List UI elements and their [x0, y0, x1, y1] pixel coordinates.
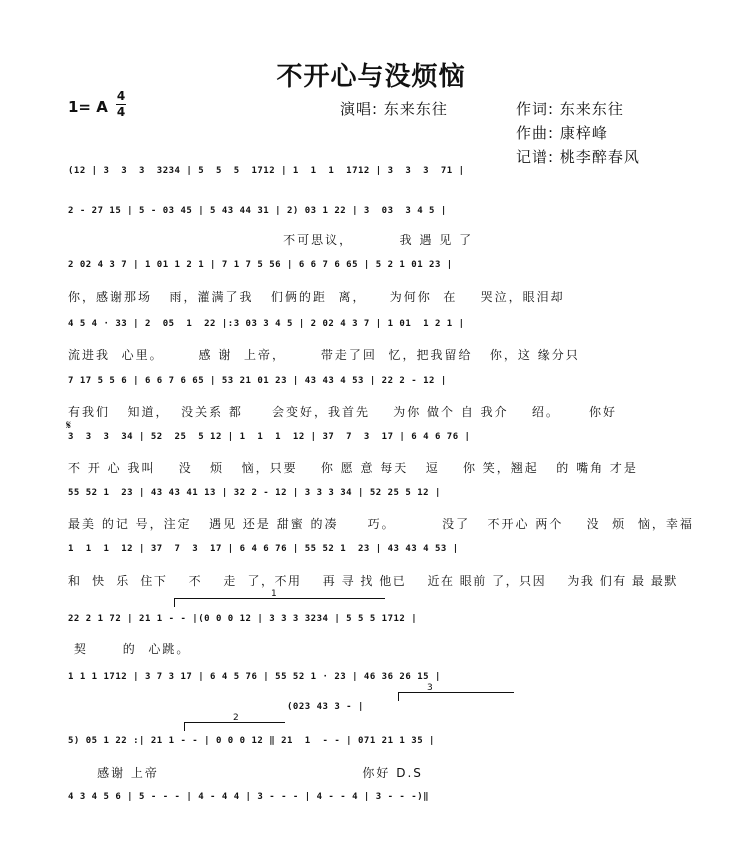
song-title: 不开心与没烦恼 [276, 62, 466, 92]
time-sig-denominator: 4 [116, 105, 126, 119]
lyrics-row [68, 188, 704, 206]
singer-credit: 演唱: 东来东往 [340, 100, 448, 118]
notation-row: (023 43 3 - | [68, 702, 364, 712]
lyrics-row: 契 的 心跳。 [68, 642, 191, 656]
score-page [38, 38, 704, 828]
notation-row: 2 - 27 15 | 5 - 03 45 | 5 43 44 31 | 2) 03 1 22 | 3 03 3 4 5 | [68, 206, 447, 216]
lyricist-credit: 作词: 东来东往 [516, 100, 624, 118]
volta-label: 1 [271, 589, 277, 599]
composer-credit: 作曲: 康梓峰 [516, 124, 608, 142]
time-sig-numerator: 4 [116, 89, 126, 103]
notation-row: 1 1 1 1712 | 3 7 3 17 | 6 4 5 76 | 55 52 1 · 23 | 46 36 26 15 | [68, 672, 441, 682]
lyrics-row: 最美 的记 号，注定 遇见 还是 甜蜜 的凑 巧。 没了 不开心 两个 没 烦 恼，幸福 [68, 517, 694, 531]
notation-row: 4 3 4 5 6 | 5 - - - | 4 - 4 4 | 3 - - - | 4 - - 4 | 3 - - -)‖ [68, 792, 430, 802]
notation-row: 3 3 3 34 | 52 25 5 12 | 1 1 1 12 | 37 7 3 17 | 6 4 6 76 | [68, 432, 471, 442]
lyrics-row: 不可思议， 我 遇 见 了 [68, 233, 474, 247]
volta-label: 3 [427, 683, 433, 693]
volta-label: 2 [233, 713, 239, 723]
notation-row: 1 1 1 12 | 37 7 3 17 | 6 4 6 76 | 55 52 1 23 | 43 43 4 53 | [68, 544, 459, 554]
lyrics-row: 不 开 心 我叫 没 烦 恼，只要 你 愿 意 每天 逗 你 笑，翘起 的 嘴角 才是 [68, 461, 638, 475]
lyrics-row: 和 快 乐 住下 不 走 了，不用 再 寻 找 他已 近在 眼前 了，只因 为我 们有 最 最默 [68, 574, 678, 588]
lyrics-row: 有我们 知道， 没关系 都 会变好，我首先 为你 做个 自 我介 绍。 你好 [68, 405, 617, 419]
volta-bracket-3 [398, 683, 514, 701]
key-signature: 1= A [68, 98, 108, 116]
lyrics-row: 你，感谢那场 雨，灌满了我 们俩的距 离， 为何你 在 哭泣，眼泪却 [68, 290, 565, 304]
lyrics-row: 流进我 心里。 感 谢 上帝， 带走了回 忆，把我留给 你，这 缘分只 [68, 348, 580, 362]
notation-row: 55 52 1 23 | 43 43 41 13 | 32 2 - 12 | 3 3 3 34 | 52 25 5 12 | [68, 488, 441, 498]
lyrics-row: 感谢 上帝 你好 D.S [68, 766, 423, 780]
time-signature [116, 90, 126, 119]
lyrics-row [68, 814, 704, 832]
notation-row: (12 | 3 3 3 3234 | 5 5 5 1712 | 1 1 1 1712 | 3 3 3 71 | [68, 166, 465, 176]
notation-row: 22 2 1 72 | 21 1 - - |(0 0 0 12 | 3 3 3 3234 | 5 5 5 1712 | [68, 614, 418, 624]
volta-bracket-2 [184, 713, 285, 731]
notation-row: 2 02 4 3 7 | 1 01 1 2 1 | 7 1 7 5 56 | 6 6 7 6 65 | 5 2 1 01 23 | [68, 260, 453, 270]
notation-row: 5) 05 1 22 :| 21 1 - - | 0 0 0 12 ‖ 21 1 - - | 071 21 1 35 | [68, 736, 435, 746]
notation-row: 4 5 4 · 33 | 2 05 1 22 |:3 03 3 4 5 | 2 02 4 3 7 | 1 01 1 2 1 | [68, 319, 465, 329]
volta-bracket-1 [174, 589, 385, 607]
notation-row: 7 17 5 5 6 | 6 6 7 6 65 | 53 21 01 23 | 43 43 4 53 | 22 2 - 12 | [68, 376, 447, 386]
segno-sign: 𝄋 [66, 418, 72, 432]
transcriber-credit: 记谱: 桃李醉春风 [516, 148, 640, 166]
